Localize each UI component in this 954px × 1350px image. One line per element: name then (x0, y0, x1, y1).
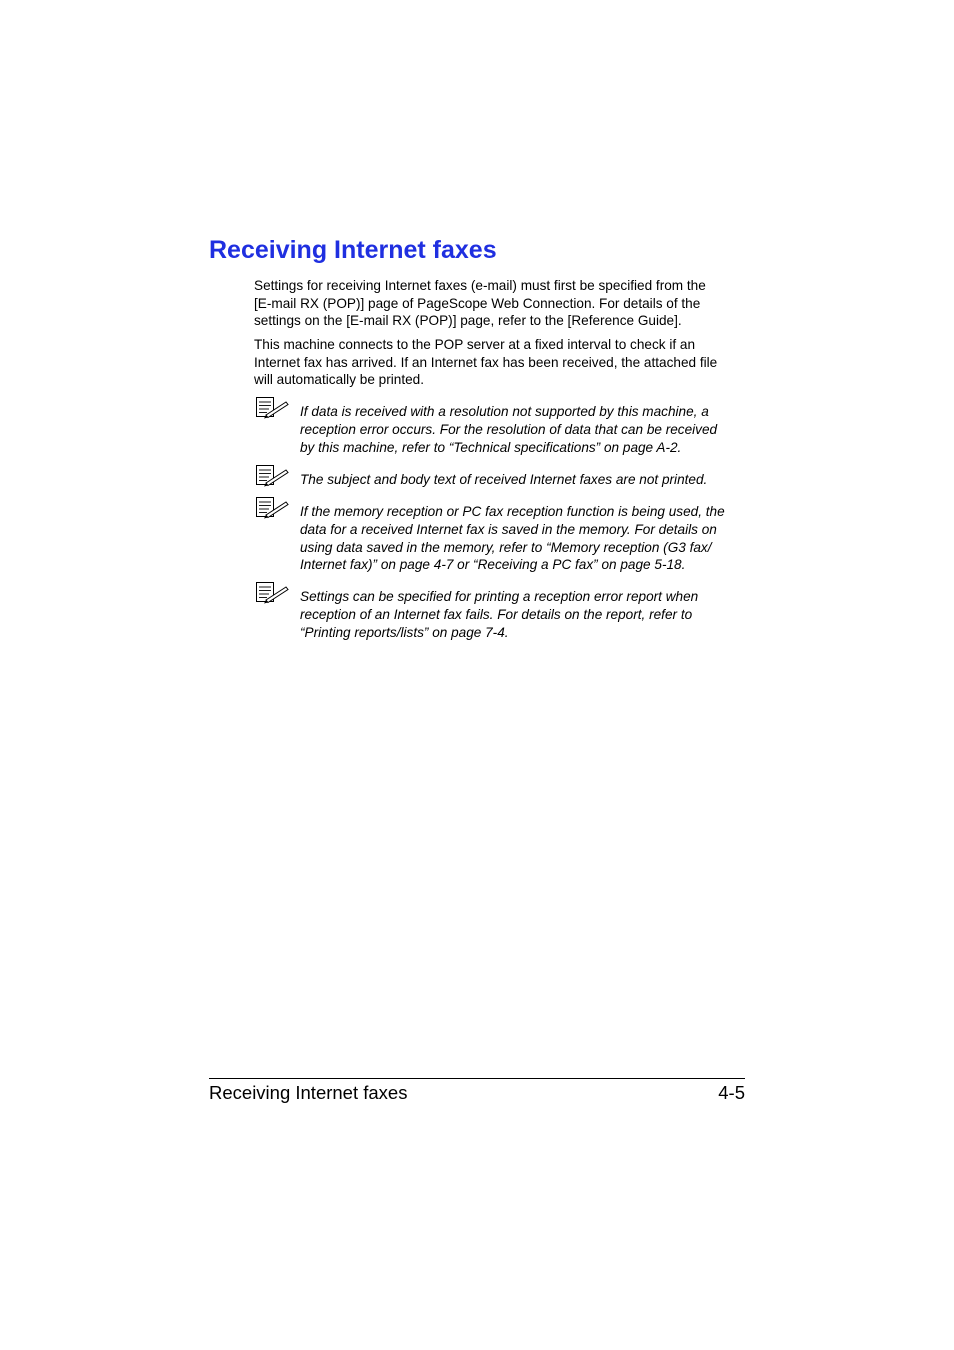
note-pen-icon (255, 464, 291, 488)
note-pen-icon (255, 396, 291, 420)
note-line: “Printing reports/lists” on page 7-4. (300, 624, 509, 640)
note-text (300, 471, 760, 489)
note-line: Settings can be specified for printing a reception error report when (300, 589, 699, 604)
page-heading: Receiving Internet faxes (209, 236, 497, 264)
connection-paragraph (254, 336, 754, 389)
note-line: reception of an Internet fax fails. For details on the report, refer to (300, 606, 693, 622)
paragraph-line: settings on the [E-mail RX (POP)] page, refer to the [Reference Guide]. (254, 313, 682, 329)
paragraph-line: Settings for receiving Internet faxes (e-mail) must first be specified from the (254, 278, 706, 293)
footer-divider (209, 1078, 745, 1079)
note-line: If the memory reception or PC fax reception function is being used, the (300, 504, 725, 519)
note-line: reception error occurs. For the resolution of data that can be received (300, 421, 718, 437)
note-line: Internet fax)” on page 4-7 or “Receiving a PC fax” on page 5-18. (300, 557, 686, 573)
paragraph-line: This machine connects to the POP server at a fixed interval to check if an (254, 337, 696, 352)
note-line: If data is received with a resolution not supported by this machine, a (300, 404, 709, 419)
paragraph-line: Internet fax has arrived. If an Internet fax has been received, the attached file (254, 354, 718, 370)
note-pen-icon (255, 496, 291, 520)
paragraph-line: will automatically be printed. (254, 372, 425, 388)
footer-title: Receiving Internet faxes (209, 1082, 408, 1103)
note-text (300, 403, 760, 456)
page-number: 4-5 (718, 1082, 745, 1103)
note-text (300, 588, 760, 641)
note-line: by this machine, refer to “Technical specifications” on page A-2. (300, 439, 682, 455)
paragraph-line: [E-mail RX (POP)] page of PageScope Web Connection. For details of the (254, 295, 701, 311)
note-line: data for a received Internet fax is saved in the memory. For details on (300, 521, 717, 537)
note-pen-icon (255, 581, 291, 605)
note-text (300, 503, 760, 574)
note-line: The subject and body text of received Internet faxes are not printed. (300, 472, 708, 487)
intro-paragraph (254, 277, 754, 330)
note-line: using data saved in the memory, refer to “Memory reception (G3 fax/ (300, 539, 712, 555)
